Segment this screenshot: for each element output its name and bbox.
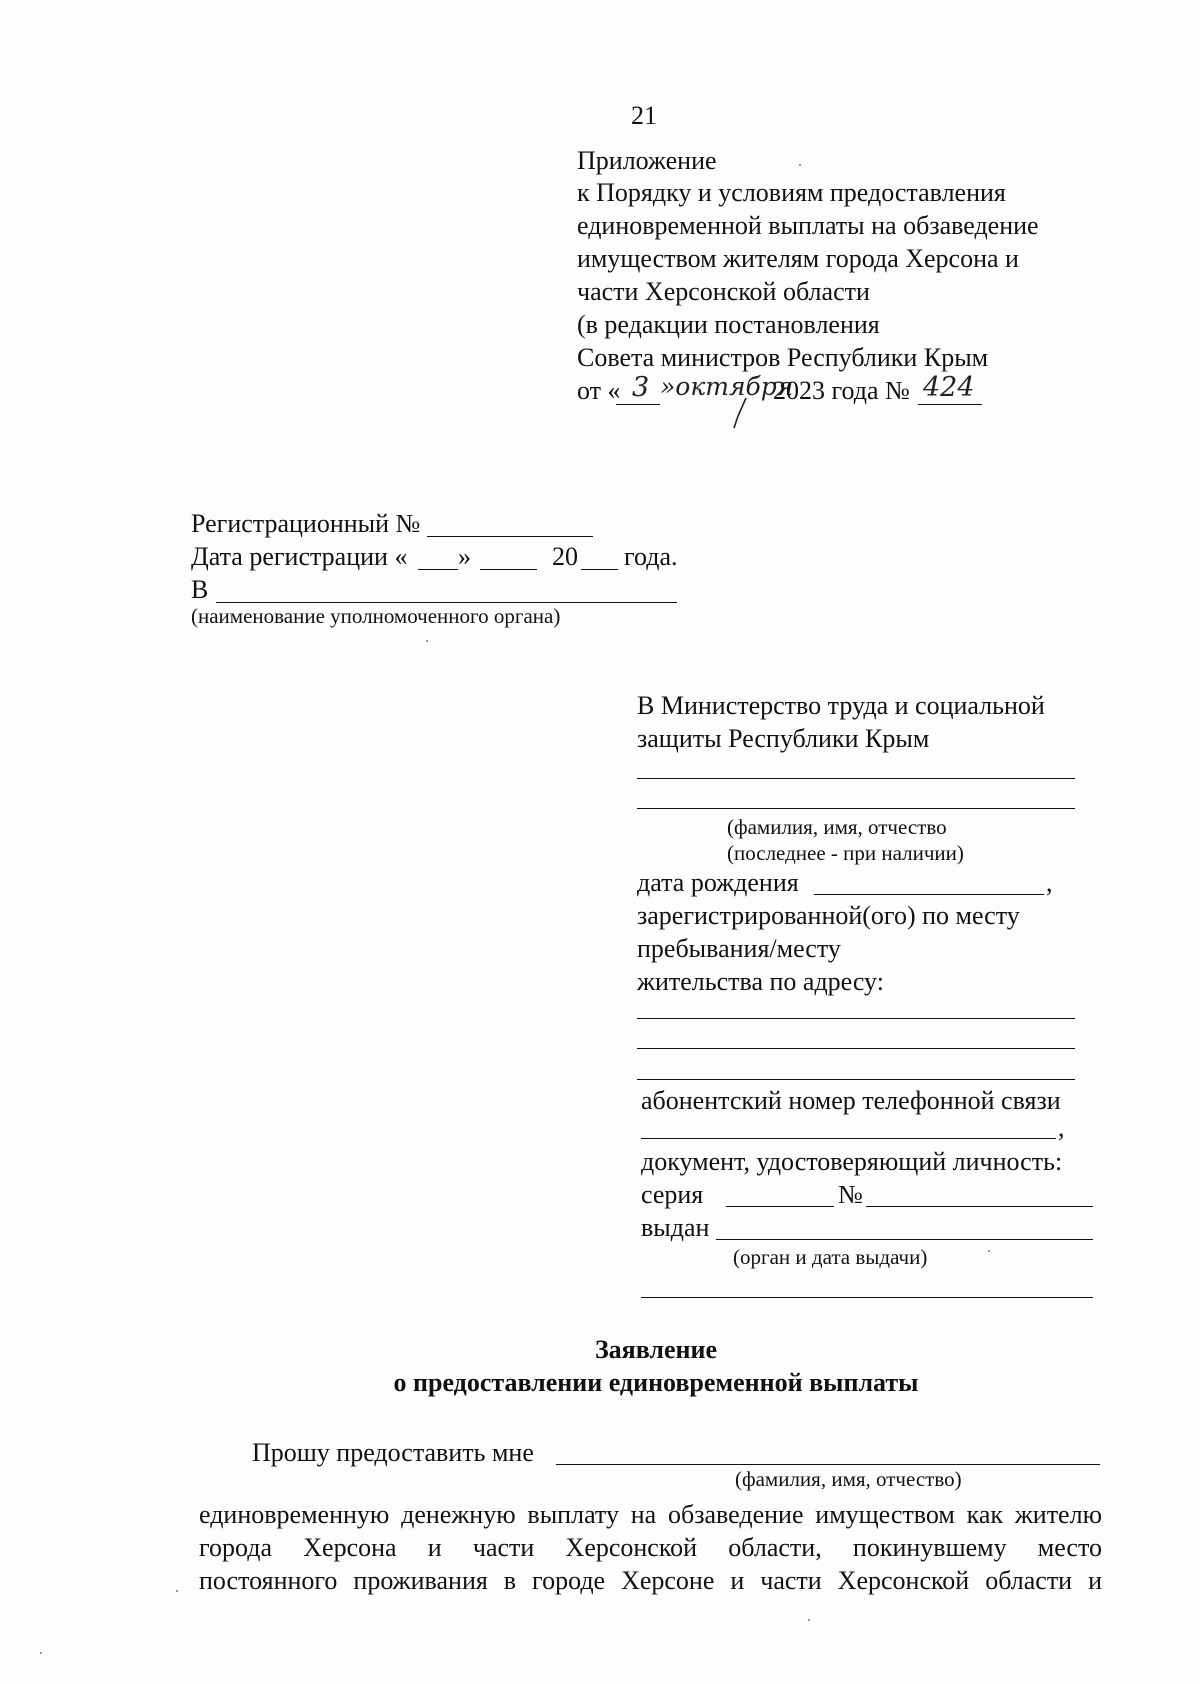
series-label: серия	[641, 1180, 704, 1209]
registration-year-label: 20	[552, 542, 578, 571]
address-field-line[interactable]	[637, 1079, 1075, 1080]
registration-year-field[interactable]	[581, 569, 618, 570]
scan-speck	[808, 1619, 810, 1621]
registration-day-field[interactable]	[418, 569, 458, 570]
registered-line: зарегистрированной(ого) по месту	[637, 901, 1020, 930]
appendix-line: Приложение	[577, 146, 717, 175]
appendix-line: части Херсонской области	[577, 277, 870, 306]
address-field-line[interactable]	[637, 1018, 1075, 1019]
scan-speck	[988, 1250, 990, 1252]
appendix-line: (в редакции постановления	[577, 310, 880, 339]
scan-speck	[176, 1590, 178, 1592]
scan-speck	[799, 164, 801, 166]
handwritten-number: 424	[923, 372, 975, 403]
handwritten-day: 3	[632, 372, 650, 403]
registration-year-suffix: года.	[624, 542, 678, 571]
statement-body-line: единовременную денежную выплату на обзаведение имуществом как жителю	[199, 1500, 1102, 1529]
issued-label: выдан	[641, 1213, 710, 1242]
birth-date-field[interactable]	[814, 894, 1044, 895]
phone-label: абонентский номер телефонной связи	[641, 1086, 1061, 1115]
registration-number-label: Регистрационный №	[191, 509, 421, 538]
statement-title: Заявление	[594, 1335, 718, 1364]
fio-field-line[interactable]	[637, 808, 1075, 809]
appendix-line: Совета министров Республики Крым	[577, 343, 989, 372]
address-field-line[interactable]	[637, 1048, 1075, 1049]
statement-subtitle: о предоставлении единовременной выплаты	[393, 1368, 919, 1397]
handwritten-month: »октября	[660, 372, 794, 401]
registered-line: пребывания/месту	[637, 934, 841, 963]
page-number: 21	[631, 101, 657, 130]
issued-caption: (орган и дата выдачи)	[733, 1245, 928, 1269]
phone-field[interactable]	[641, 1138, 1056, 1139]
appendix-date-year: 2023 года №	[773, 376, 910, 405]
doc-number-field[interactable]	[866, 1206, 1093, 1207]
ministry-line: защиты Республики Крым	[637, 724, 930, 753]
registration-in-label: В	[191, 575, 209, 604]
request-label: Прошу предоставить мне	[252, 1438, 534, 1467]
ministry-line: В Министерство труда и социальной	[637, 691, 1045, 720]
birth-date-label: дата рождения	[637, 868, 799, 897]
fio-caption: (последнее - при наличии)	[727, 841, 964, 865]
registration-date-label: Дата регистрации «	[191, 542, 408, 571]
scan-speck	[426, 640, 428, 642]
pen-stroke-mark	[728, 396, 752, 430]
authority-caption: (наименование уполномоченного органа)	[191, 604, 561, 628]
birth-date-comma: ,	[1046, 868, 1053, 897]
request-fio-field[interactable]	[556, 1464, 1100, 1465]
request-caption: (фамилия, имя, отчество)	[735, 1467, 962, 1491]
fio-field-line[interactable]	[637, 778, 1075, 779]
statement-body-line: постоянного проживания в городе Херсоне и части Херсонской области и	[199, 1566, 1102, 1595]
number-underline	[918, 404, 982, 405]
fio-caption: (фамилия, имя, отчество	[727, 815, 947, 839]
registration-month-field[interactable]	[480, 569, 537, 570]
registration-date-close: »	[458, 542, 471, 571]
doc-number-label: №	[838, 1180, 863, 1209]
issued-field[interactable]	[716, 1239, 1093, 1240]
appendix-line: единовременной выплаты на обзаведение	[577, 211, 1039, 240]
appendix-line: имуществом жителям города Херсона и	[577, 244, 1019, 273]
registration-number-field[interactable]	[427, 536, 593, 537]
identity-document-label: документ, удостоверяющий личность:	[641, 1147, 1063, 1176]
appendix-date-prefix: от «	[577, 376, 621, 405]
statement-body-line: города Херсона и части Херсонской области, покинувшему место	[199, 1533, 1102, 1562]
scan-speck	[40, 1652, 42, 1654]
registered-line: жительства по адресу:	[637, 967, 884, 996]
series-field[interactable]	[726, 1206, 834, 1207]
day-underline	[616, 404, 660, 405]
appendix-line: к Порядку и условиям предоставления	[577, 178, 1006, 207]
issued-field-line2[interactable]	[641, 1297, 1093, 1298]
phone-comma: ,	[1058, 1113, 1065, 1142]
